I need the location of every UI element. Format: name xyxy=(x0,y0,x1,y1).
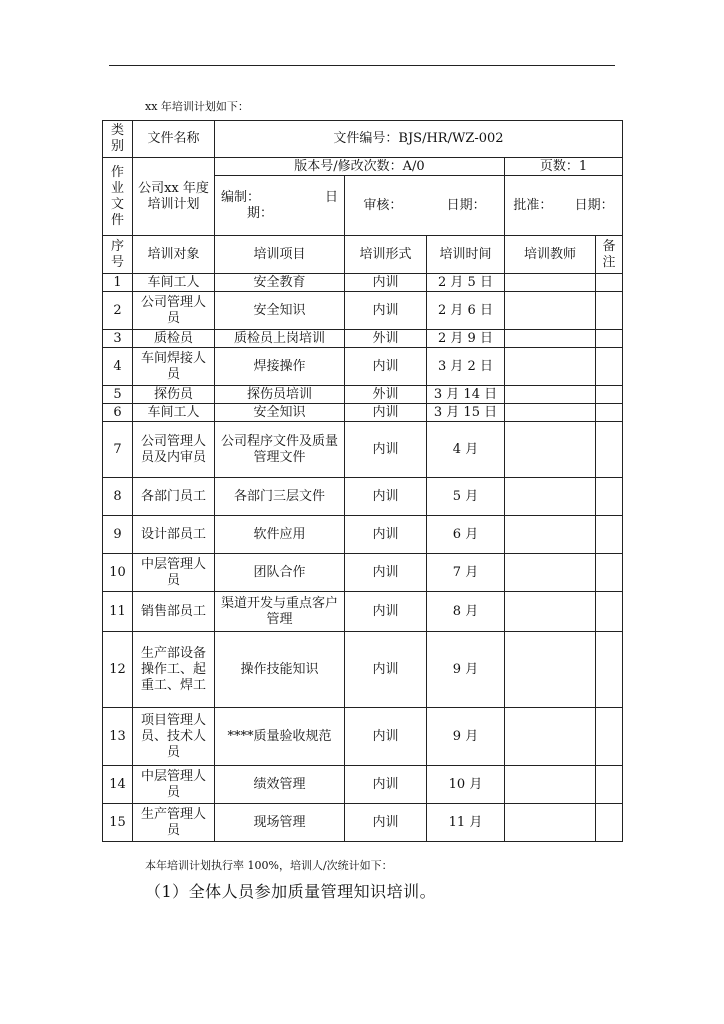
row-time: 3 月 14 日 xyxy=(427,386,505,404)
reviewer-date-label: 日期： xyxy=(446,197,486,213)
row-no: 7 xyxy=(103,422,133,478)
table-row xyxy=(103,766,623,804)
row-note xyxy=(596,516,623,554)
file-number: 文件编号：BJS/HR/WZ-002 xyxy=(215,121,623,158)
row-item: 质检员上岗培训 xyxy=(215,330,345,348)
table-row xyxy=(103,386,623,404)
row-form: 内训 xyxy=(345,554,427,592)
row-time: 5 月 xyxy=(427,478,505,516)
row-item: ****质量验收规范 xyxy=(215,708,345,766)
row-target: 项目管理人员、技术人员 xyxy=(133,708,215,766)
row-teacher xyxy=(505,404,596,422)
row-form: 内训 xyxy=(345,422,427,478)
row-teacher xyxy=(505,292,596,330)
row-note xyxy=(596,422,623,478)
col-time: 培训时间 xyxy=(427,236,505,274)
row-time: 2 月 9 日 xyxy=(427,330,505,348)
row-form: 内训 xyxy=(345,766,427,804)
row-note xyxy=(596,274,623,292)
filename-label: 文件名称 xyxy=(133,121,215,158)
row-item: 安全教育 xyxy=(215,274,345,292)
row-teacher xyxy=(505,330,596,348)
header-row-1 xyxy=(103,121,623,158)
row-no: 12 xyxy=(103,632,133,708)
list-item-1: （1）全体人员参加质量管理知识培训。 xyxy=(145,882,437,901)
table-row xyxy=(103,330,623,348)
table-row xyxy=(103,516,623,554)
row-form: 外训 xyxy=(345,386,427,404)
editor-date-label-b: 期： xyxy=(247,205,274,221)
row-target: 车间工人 xyxy=(133,404,215,422)
col-form: 培训形式 xyxy=(345,236,427,274)
table-row xyxy=(103,592,623,632)
row-time: 4 月 xyxy=(427,422,505,478)
col-teacher: 培训教师 xyxy=(505,236,596,274)
row-time: 9 月 xyxy=(427,632,505,708)
row-note xyxy=(596,708,623,766)
version-cell: 版本号/修改次数：A/0 xyxy=(215,158,505,176)
category-value: 作业文件 xyxy=(103,158,133,236)
row-no: 13 xyxy=(103,708,133,766)
col-no: 序号 xyxy=(103,236,133,274)
row-target: 车间焊接人员 xyxy=(133,348,215,386)
row-note xyxy=(596,766,623,804)
execution-rate-text: 本年培训计划执行率 100%，培训人/次统计如下： xyxy=(145,859,393,872)
row-teacher xyxy=(505,348,596,386)
filename-value: 公司xx 年度培训计划 xyxy=(133,158,215,236)
row-time: 8 月 xyxy=(427,592,505,632)
table-row xyxy=(103,404,623,422)
row-target: 车间工人 xyxy=(133,274,215,292)
row-note xyxy=(596,804,623,842)
row-item: 焊接操作 xyxy=(215,348,345,386)
row-teacher xyxy=(505,422,596,478)
row-teacher xyxy=(505,804,596,842)
table-row xyxy=(103,292,623,330)
row-target: 探伤员 xyxy=(133,386,215,404)
row-item: 各部门三层文件 xyxy=(215,478,345,516)
row-no: 9 xyxy=(103,516,133,554)
row-item: 安全知识 xyxy=(215,292,345,330)
row-teacher xyxy=(505,632,596,708)
col-target: 培训对象 xyxy=(133,236,215,274)
table-row xyxy=(103,422,623,478)
row-note xyxy=(596,554,623,592)
row-item: 渠道开发与重点客户管理 xyxy=(215,592,345,632)
row-target: 公司管理人员 xyxy=(133,292,215,330)
row-time: 7 月 xyxy=(427,554,505,592)
row-form: 内训 xyxy=(345,404,427,422)
intro-text: xx 年培训计划如下： xyxy=(145,100,249,113)
row-form: 内训 xyxy=(345,348,427,386)
reviewer-label: 审核： xyxy=(363,197,403,213)
row-time: 10 月 xyxy=(427,766,505,804)
table-row xyxy=(103,708,623,766)
row-note xyxy=(596,632,623,708)
row-no: 2 xyxy=(103,292,133,330)
row-item: 安全知识 xyxy=(215,404,345,422)
row-target: 质检员 xyxy=(133,330,215,348)
row-form: 内训 xyxy=(345,708,427,766)
row-teacher xyxy=(505,478,596,516)
table-row xyxy=(103,804,623,842)
editor-cell xyxy=(215,176,345,236)
approver-label: 批准： xyxy=(513,197,553,213)
col-item: 培训项目 xyxy=(215,236,345,274)
row-teacher xyxy=(505,708,596,766)
row-item: 团队合作 xyxy=(215,554,345,592)
approver-date-label: 日期： xyxy=(574,197,614,213)
col-note: 备注 xyxy=(596,236,623,274)
row-teacher xyxy=(505,516,596,554)
row-no: 1 xyxy=(103,274,133,292)
row-form: 内训 xyxy=(345,292,427,330)
table-row xyxy=(103,632,623,708)
row-time: 2 月 6 日 xyxy=(427,292,505,330)
pages-cell: 页数：1 xyxy=(505,158,623,176)
row-teacher xyxy=(505,386,596,404)
column-header-row xyxy=(103,236,623,274)
editor-label: 编制： xyxy=(221,189,261,205)
row-note xyxy=(596,330,623,348)
row-note xyxy=(596,386,623,404)
row-item: 现场管理 xyxy=(215,804,345,842)
row-form: 外训 xyxy=(345,330,427,348)
row-item: 绩效管理 xyxy=(215,766,345,804)
row-target: 中层管理人员 xyxy=(133,554,215,592)
row-note xyxy=(596,592,623,632)
row-note xyxy=(596,292,623,330)
row-no: 6 xyxy=(103,404,133,422)
row-teacher xyxy=(505,554,596,592)
row-note xyxy=(596,478,623,516)
row-time: 9 月 xyxy=(427,708,505,766)
training-plan-table xyxy=(102,120,623,842)
row-form: 内训 xyxy=(345,592,427,632)
approver-cell xyxy=(505,176,623,236)
header-rule xyxy=(109,65,615,66)
row-form: 内训 xyxy=(345,478,427,516)
row-teacher xyxy=(505,592,596,632)
row-form: 内训 xyxy=(345,516,427,554)
row-no: 4 xyxy=(103,348,133,386)
row-note xyxy=(596,404,623,422)
row-target: 设计部员工 xyxy=(133,516,215,554)
reviewer-cell xyxy=(345,176,505,236)
row-no: 14 xyxy=(103,766,133,804)
row-time: 3 月 2 日 xyxy=(427,348,505,386)
row-target: 公司管理人员及内审员 xyxy=(133,422,215,478)
row-no: 15 xyxy=(103,804,133,842)
row-teacher xyxy=(505,274,596,292)
row-time: 6 月 xyxy=(427,516,505,554)
table-row xyxy=(103,274,623,292)
editor-date-label-a: 日 xyxy=(324,189,338,205)
table-row xyxy=(103,348,623,386)
row-form: 内训 xyxy=(345,804,427,842)
row-form: 内训 xyxy=(345,274,427,292)
row-target: 各部门员工 xyxy=(133,478,215,516)
row-note xyxy=(596,348,623,386)
table-row xyxy=(103,478,623,516)
row-no: 3 xyxy=(103,330,133,348)
table-row xyxy=(103,554,623,592)
row-no: 5 xyxy=(103,386,133,404)
row-teacher xyxy=(505,766,596,804)
row-target: 生产部设备操作工、起重工、焊工 xyxy=(133,632,215,708)
row-item: 探伤员培训 xyxy=(215,386,345,404)
row-target: 生产管理人员 xyxy=(133,804,215,842)
header-row-2 xyxy=(103,158,623,176)
category-label: 类别 xyxy=(103,121,133,158)
row-no: 10 xyxy=(103,554,133,592)
row-time: 3 月 15 日 xyxy=(427,404,505,422)
row-time: 11 月 xyxy=(427,804,505,842)
row-target: 中层管理人员 xyxy=(133,766,215,804)
row-no: 11 xyxy=(103,592,133,632)
row-no: 8 xyxy=(103,478,133,516)
row-form: 内训 xyxy=(345,632,427,708)
row-target: 销售部员工 xyxy=(133,592,215,632)
row-item: 软件应用 xyxy=(215,516,345,554)
row-item: 操作技能知识 xyxy=(215,632,345,708)
row-item: 公司程序文件及质量管理文件 xyxy=(215,422,345,478)
row-time: 2 月 5 日 xyxy=(427,274,505,292)
